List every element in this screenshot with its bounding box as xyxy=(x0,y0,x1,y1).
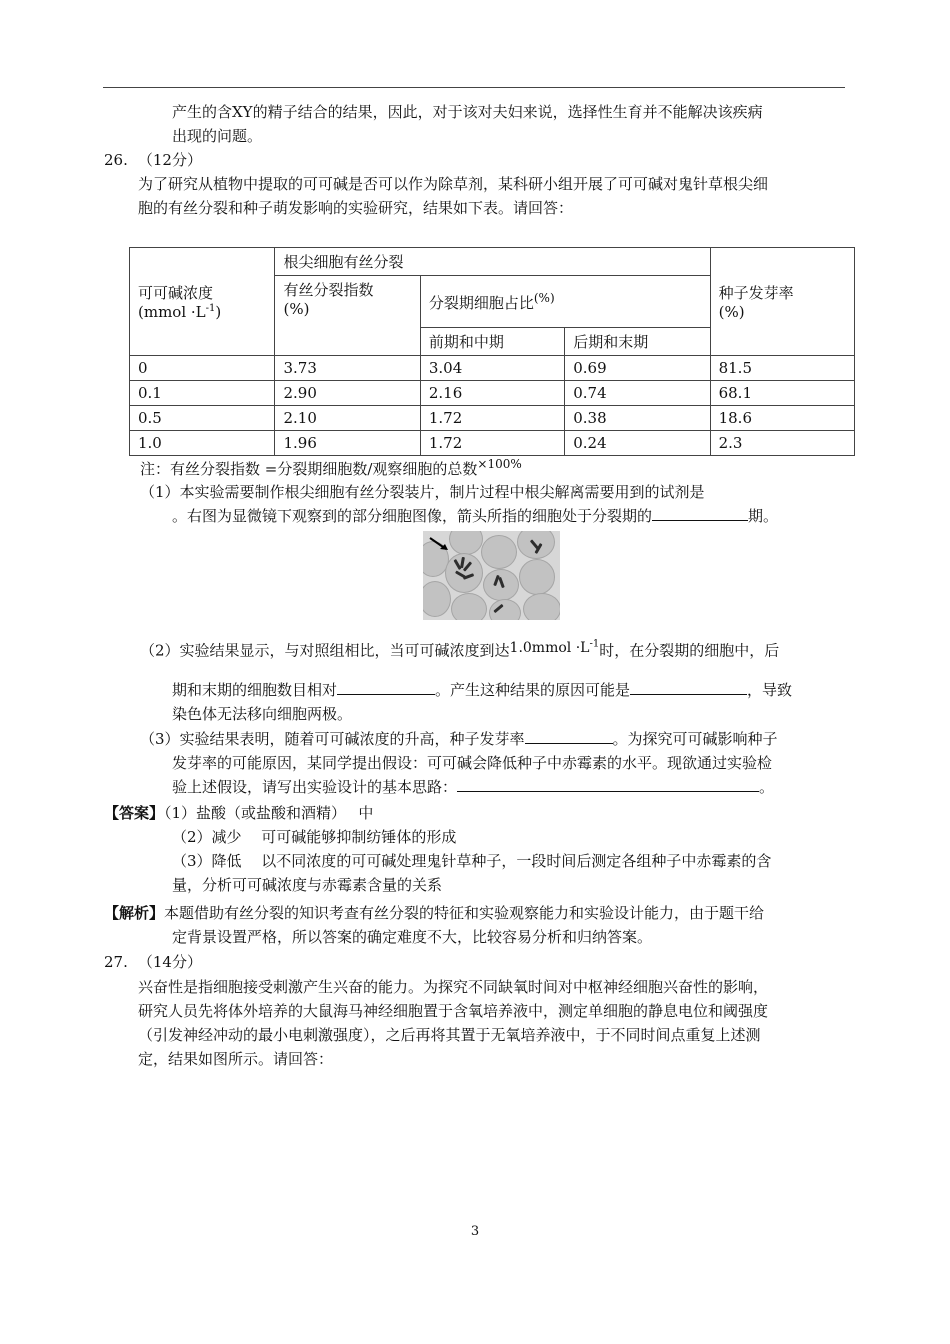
mitotic-index-label: 有丝分裂指数 xyxy=(283,281,374,299)
answer-blank xyxy=(337,680,435,695)
q26-score: （12分） xyxy=(137,151,202,169)
conc-unit-end: ) xyxy=(215,303,222,321)
table-row xyxy=(130,406,855,431)
prev-line-2: 出现的问题。 xyxy=(172,127,263,145)
conc-unit-text: (mmol ·L xyxy=(138,303,206,321)
answer-blank xyxy=(457,777,759,792)
arrow-icon xyxy=(429,537,449,551)
q26-part2-conc-sup: -1 xyxy=(589,638,600,649)
header-concentration-label: 可可碱浓度 xyxy=(138,284,214,302)
table-cell: 2.90 xyxy=(275,381,420,406)
table-cell: 0.5 xyxy=(130,406,275,431)
header-germination xyxy=(710,248,854,356)
q26-part1-line1: （1）本实验需要制作根尖细胞有丝分裂装片，制片过程中根尖解离需要用到的试剂是 xyxy=(140,483,705,501)
table-cell: 1.72 xyxy=(420,431,564,456)
table-note-tail: ×100% xyxy=(477,457,522,471)
header-rule xyxy=(103,87,845,88)
header-division-ratio xyxy=(420,276,710,328)
q27-heading xyxy=(104,950,202,974)
analysis-line-1 xyxy=(104,901,764,925)
q26-part3-text: （3）实验结果表明，随着可可碱浓度的升高，种子发芽率 xyxy=(140,730,525,748)
q26-part1-text: 。右图为显微镜下观察到的部分细胞图像，箭头所指的细胞处于分裂期的 xyxy=(172,507,653,525)
q26-part3-text-d: 验上述假设，请写出实验设计的基本思路： xyxy=(172,778,458,796)
table-cell: 1.72 xyxy=(420,406,564,431)
table-note-text: 注：有丝分裂指数 =分裂期细胞数/观察细胞的总数 xyxy=(140,460,478,478)
table-cell: 0.74 xyxy=(565,381,710,406)
q26-part2-conc-text: 1.0mmol ·L xyxy=(509,639,590,656)
q26-part3-text-b: 。为探究可可碱影响种子 xyxy=(612,730,778,748)
answer-label: 【答案】 xyxy=(104,804,165,822)
division-ratio-unit: (%) xyxy=(533,290,555,305)
table-cell: 0.38 xyxy=(565,406,710,431)
q27-line-4: 定，结果如图所示。请回答： xyxy=(138,1050,334,1068)
table-cell: 1.0 xyxy=(130,431,275,456)
q26-number: 26. xyxy=(104,151,128,169)
analysis-line-2: 定背景设置严格，所以答案的确定难度不大，比较容易分析和归纳答案。 xyxy=(172,928,653,946)
table-cell: 1.96 xyxy=(275,431,420,456)
table-row xyxy=(130,381,855,406)
table-cell: 3.04 xyxy=(420,356,564,381)
q26-heading xyxy=(104,148,202,172)
conc-unit-sup: -1 xyxy=(205,303,216,314)
q27-line-3: （引发神经冲动的最小电刺激强度），之后再将其置于无氧培养液中，于不同时间点重复上述测 xyxy=(138,1026,761,1044)
prev-line-1: 产生的含XY的精子结合的结果，因此，对于该对夫妇来说，选择性生育并不能解决该疾病 xyxy=(172,103,763,121)
header-anaphase-telophase: 后期和末期 xyxy=(565,328,710,356)
table-cell: 0.24 xyxy=(565,431,710,456)
answer-blank xyxy=(630,680,747,695)
answer-blank xyxy=(652,506,748,521)
q26-part2-line1 xyxy=(140,632,779,663)
q26-part1-end: 期。 xyxy=(748,507,779,525)
microscope-image xyxy=(423,531,560,620)
q26-part1-line2 xyxy=(172,504,778,528)
q26-part2-conc xyxy=(510,640,600,656)
table-row xyxy=(130,356,855,381)
germination-label: 种子发芽率 xyxy=(718,284,794,302)
answer-line-2: （2）减少 可可碱能够抑制纺锤体的形成 xyxy=(172,828,457,846)
table-cell: 2.10 xyxy=(275,406,420,431)
table-note xyxy=(140,452,522,481)
q26-part3-line2: 发芽率的可能原因，某同学提出假设：可可碱会降低种子中赤霉素的水平。现欲通过实验检 xyxy=(172,754,773,772)
q26-part3-text-e: 。 xyxy=(759,778,775,796)
answer-blank xyxy=(525,729,613,744)
mitotic-index-unit: (%) xyxy=(283,300,310,318)
q27-number: 27. xyxy=(104,953,128,971)
header-prophase-metaphase: 前期和中期 xyxy=(420,328,564,356)
analysis-label: 【解析】 xyxy=(104,904,165,922)
table-cell: 0 xyxy=(130,356,275,381)
q27-score: （14分） xyxy=(137,953,202,971)
analysis-text-1: 本题借助有丝分裂的知识考查有丝分裂的特征和实验观察能力和实验设计能力，由于题干给 xyxy=(164,904,765,922)
table-cell: 0.1 xyxy=(130,381,275,406)
table-cell: 2.16 xyxy=(420,381,564,406)
table-cell: 81.5 xyxy=(710,356,854,381)
table-cell: 18.6 xyxy=(710,406,854,431)
q26-part2-text-e: ，导致 xyxy=(747,681,793,699)
table-cell: 3.73 xyxy=(275,356,420,381)
table-cell: 68.1 xyxy=(710,381,854,406)
header-mitotic-index xyxy=(275,276,420,356)
q26-part2-line2 xyxy=(172,678,792,702)
header-concentration-unit xyxy=(138,303,266,321)
q27-line-1: 兴奋性是指细胞接受刺激产生兴奋的能力。为探究不同缺氧时间对中枢神经细胞兴奋性的影响， xyxy=(138,978,769,996)
q26-part3-line1 xyxy=(140,727,778,751)
q26-part2-line3: 染色体无法移向细胞两极。 xyxy=(172,705,353,723)
q26-part2-text-d: 。产生这种结果的原因可能是 xyxy=(435,681,631,699)
q26-intro-2: 胞的有丝分裂和种子萌发影响的实验研究，结果如下表。请回答： xyxy=(138,199,574,217)
q26-part2-text-c: 期和末期的细胞数目相对 xyxy=(172,681,338,699)
table-cell: 0.69 xyxy=(565,356,710,381)
header-concentration xyxy=(130,248,275,356)
q26-part3-line3 xyxy=(172,775,774,799)
division-ratio-label: 分裂期细胞占比 xyxy=(428,293,534,312)
table-cell: 2.3 xyxy=(710,431,854,456)
answer-line-1 xyxy=(104,801,373,825)
answer-line-4: 量，分析可可碱浓度与赤霉素含量的关系 xyxy=(172,876,443,894)
results-table xyxy=(129,247,855,456)
q26-part2-text-b: 时，在分裂期的细胞中，后 xyxy=(599,641,780,660)
q27-line-2: 研究人员先将体外培养的大鼠海马神经细胞置于含氧培养液中，测定单细胞的静息电位和阈强度 xyxy=(138,1002,769,1020)
answer-line-3: （3）降低 以不同浓度的可可碱处理鬼针草种子，一段时间后测定各组种子中赤霉素的含 xyxy=(172,852,772,870)
header-mitosis: 根尖细胞有丝分裂 xyxy=(275,248,710,276)
q26-part2-text: （2）实验结果显示，与对照组相比，当可可碱浓度到达 xyxy=(140,641,510,660)
page-number: 3 xyxy=(470,1224,480,1239)
answer-text-1: （1）盐酸（或盐酸和酒精） 中 xyxy=(164,804,374,822)
q26-intro-1: 为了研究从植物中提取的可可碱是否可以作为除草剂，某科研小组开展了可可碱对鬼针草根尖细 xyxy=(138,175,769,193)
germination-unit: (%) xyxy=(718,303,745,321)
